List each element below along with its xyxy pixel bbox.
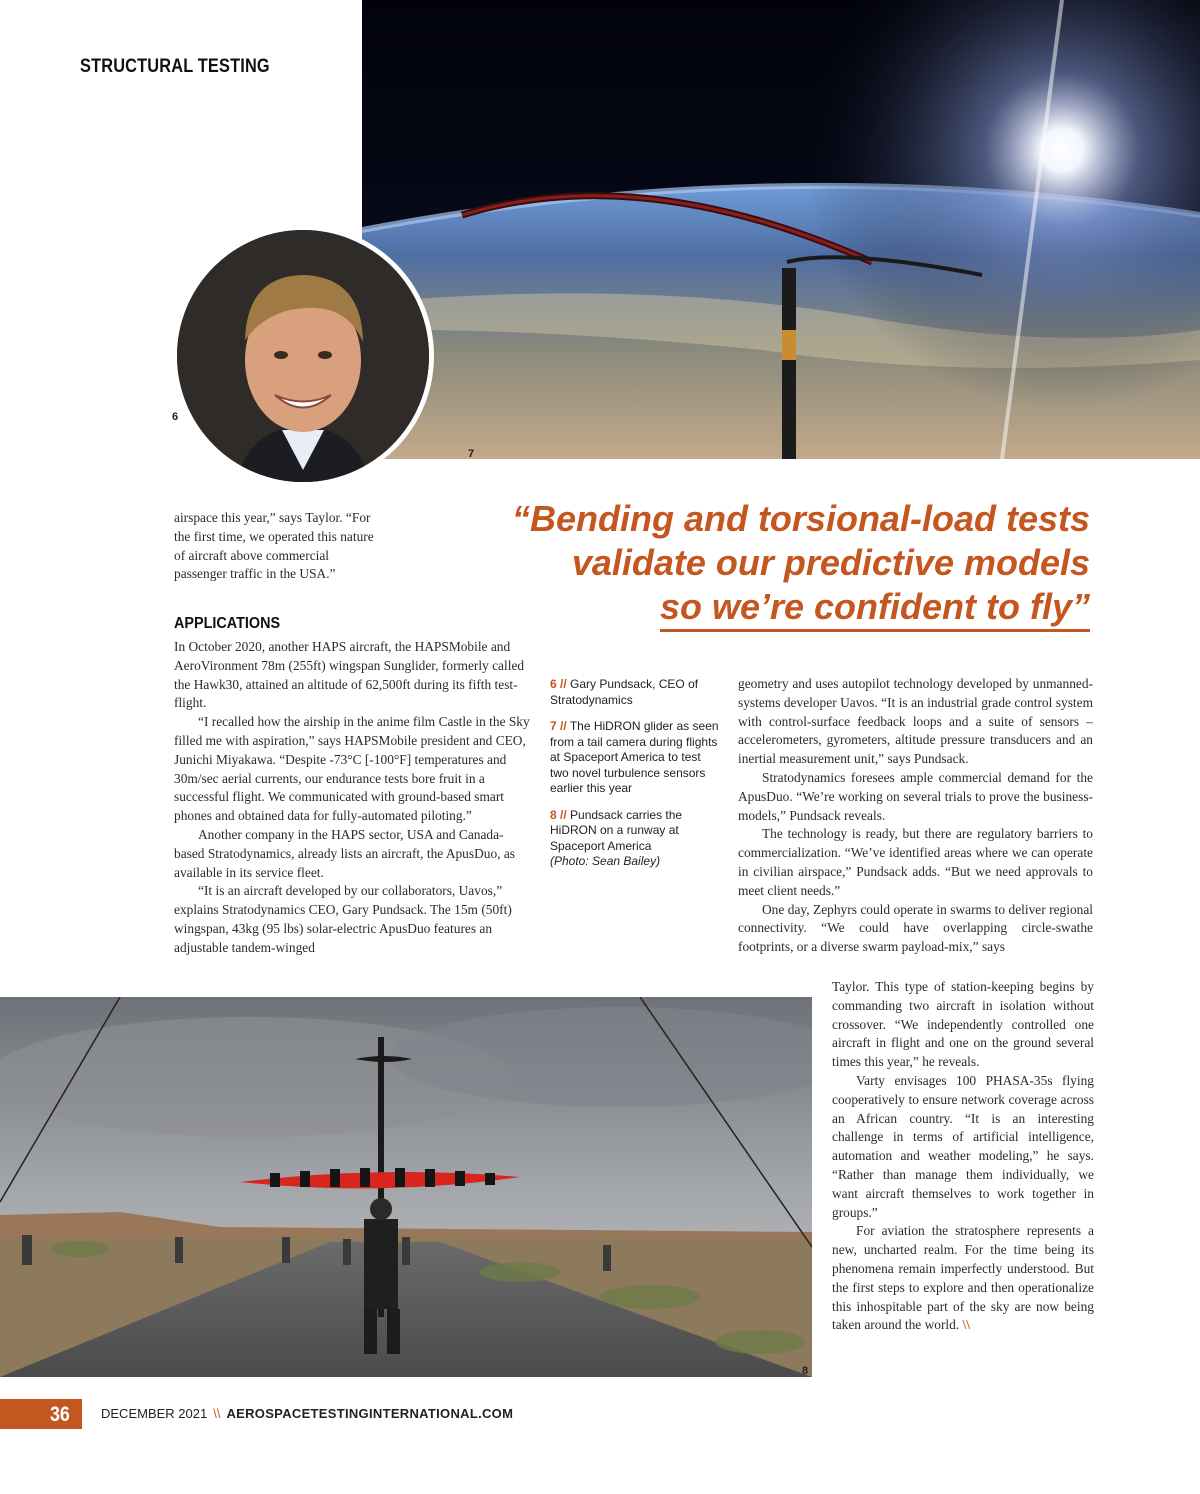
caption-text: Pundsack carries the HiDRON on a runway at Spaceport America — [550, 807, 683, 853]
stratosphere-photo — [362, 0, 1200, 459]
caption-number: 6 // — [550, 677, 567, 691]
pull-quote-line: so we’re confident to fly” — [660, 586, 1090, 632]
figure-number-6: 6 — [172, 411, 179, 423]
end-mark: \\ — [962, 1317, 970, 1333]
body-paragraph: One day, Zephyrs could operate in swarms to deliver regional connectivity. “We could have overlapping circle-swathe footprints, or a diverse swarm payload-mix,” says — [738, 901, 1093, 955]
footer-text — [101, 1406, 513, 1421]
runway-photo — [0, 997, 812, 1377]
body-paragraph: “It is an aircraft developed by our collaborators, Uavos,” explains Stratodynamics CEO, Gary Pundsack. The 15m (50ft) wingspan, 43kg (95 lbs) solar-electric ApusDuo features an adjustable tandem-winged — [174, 883, 512, 955]
caption-8 — [550, 808, 720, 870]
pull-quote-line: “Bending and torsional-load tests — [511, 498, 1090, 539]
caption-text: The HiDRON glider as seen from a tail camera during flights at Spaceport America to test two novel turbulence sensors earlier this year — [550, 719, 719, 795]
body-paragraph — [832, 1222, 1094, 1335]
footer-date: DECEMBER 2021 — [101, 1406, 208, 1421]
heading-applications: APPLICATIONS — [174, 615, 281, 632]
column-a-intro — [174, 509, 374, 584]
column-c — [738, 675, 1093, 957]
section-label: STRUCTURAL TESTING — [80, 56, 270, 77]
column-c-continued — [832, 978, 1094, 1335]
pull-quote — [410, 497, 1090, 629]
body-paragraph: Another company in the HAPS sector, USA and Canada-based Stratodynamics, already lists an aircraft, the ApusDuo, as available in its service fleet. — [174, 826, 515, 880]
caption-text: Gary Pundsack, CEO of Stratodynamics — [550, 677, 699, 707]
photo-credit: (Photo: Sean Bailey) — [550, 854, 661, 868]
footer-site-link[interactable]: AEROSPACETESTINGINTERNATIONAL.COM — [226, 1406, 514, 1421]
body-paragraph: “I recalled how the airship in the anime film Castle in the Sky filled me with aspiration,” says HAPSMobile president and CEO, Junichi Miyakawa. “Despite -73°C [-100°F] temperatures and 30m/sec aerial currents, our endurance tests bore fruit in a successful flight. We communicated with ground-based smart phones and obtained data for fully-automated piloting.” — [174, 714, 530, 824]
figure-number-8: 8 — [802, 1365, 809, 1377]
footer-separator: \\ — [213, 1406, 221, 1421]
caption-number: 7 // — [550, 719, 567, 733]
page-number: 36 — [50, 1403, 70, 1426]
figure-number-7: 7 — [468, 448, 475, 460]
caption-number: 8 // — [550, 807, 567, 822]
body-paragraph: Varty envisages 100 PHASA-35s flying cooperatively to ensure network coverage across an African country. “It is an interesting challenge in terms of artificial intelligence, automation and weather modeling,” he says. “Rather than manage them individually, we want aircraft themselves to work together in groups.” — [832, 1072, 1094, 1220]
body-paragraph: In October 2020, another HAPS aircraft, the HAPSMobile and AeroVironment 78m (255ft) wingspan Sunglider, formerly called the Hawk30, attained an altitude of 62,500ft during its fifth test-flight. — [174, 639, 525, 711]
body-paragraph: geometry and uses autopilot technology developed by unmanned-systems developer Uavos. “It is an industrial grade control system with control-surface feedback loops and a suite of sensors – accelerometers, gyrometers, altitude pressure transducers and an inertial measurement unit,” says Pundsack. — [738, 676, 1093, 767]
body-paragraph-text: For aviation the stratosphere represents a new, uncharted realm. For the time being its phenomena remain imperfectly understood. But the first steps to explore and then operationalize this inhospitable part of the sky are now being taken around the world. — [832, 1223, 1094, 1333]
caption-7 — [550, 719, 720, 797]
portrait-photo — [172, 225, 434, 487]
pull-quote-line: validate our predictive models — [571, 542, 1090, 583]
body-paragraph: airspace this year,” says Taylor. “For the first time, we operated this nature of aircraft above commercial passenger traffic in the USA.” — [174, 510, 374, 582]
body-paragraph: The technology is ready, but there are regulatory barriers to commercialization. “We’ve identified areas where we can operate in civilian airspace,” Pundsack adds. “But we need approvals to meet client needs.” — [738, 826, 1093, 898]
caption-6 — [550, 677, 720, 708]
body-paragraph: Stratodynamics foresees ample commercial demand for the ApusDuo. “We’re working on several trials to prove the business-models,” Pundsack reveals. — [738, 769, 1093, 823]
captions — [550, 677, 720, 881]
body-paragraph: Taylor. This type of station-keeping begins by commanding two aircraft in isolation without crossover. “We independently controlled one aircraft in flight and one on the ground several times this year,” he reveals. — [832, 979, 1094, 1070]
column-a — [174, 638, 530, 958]
